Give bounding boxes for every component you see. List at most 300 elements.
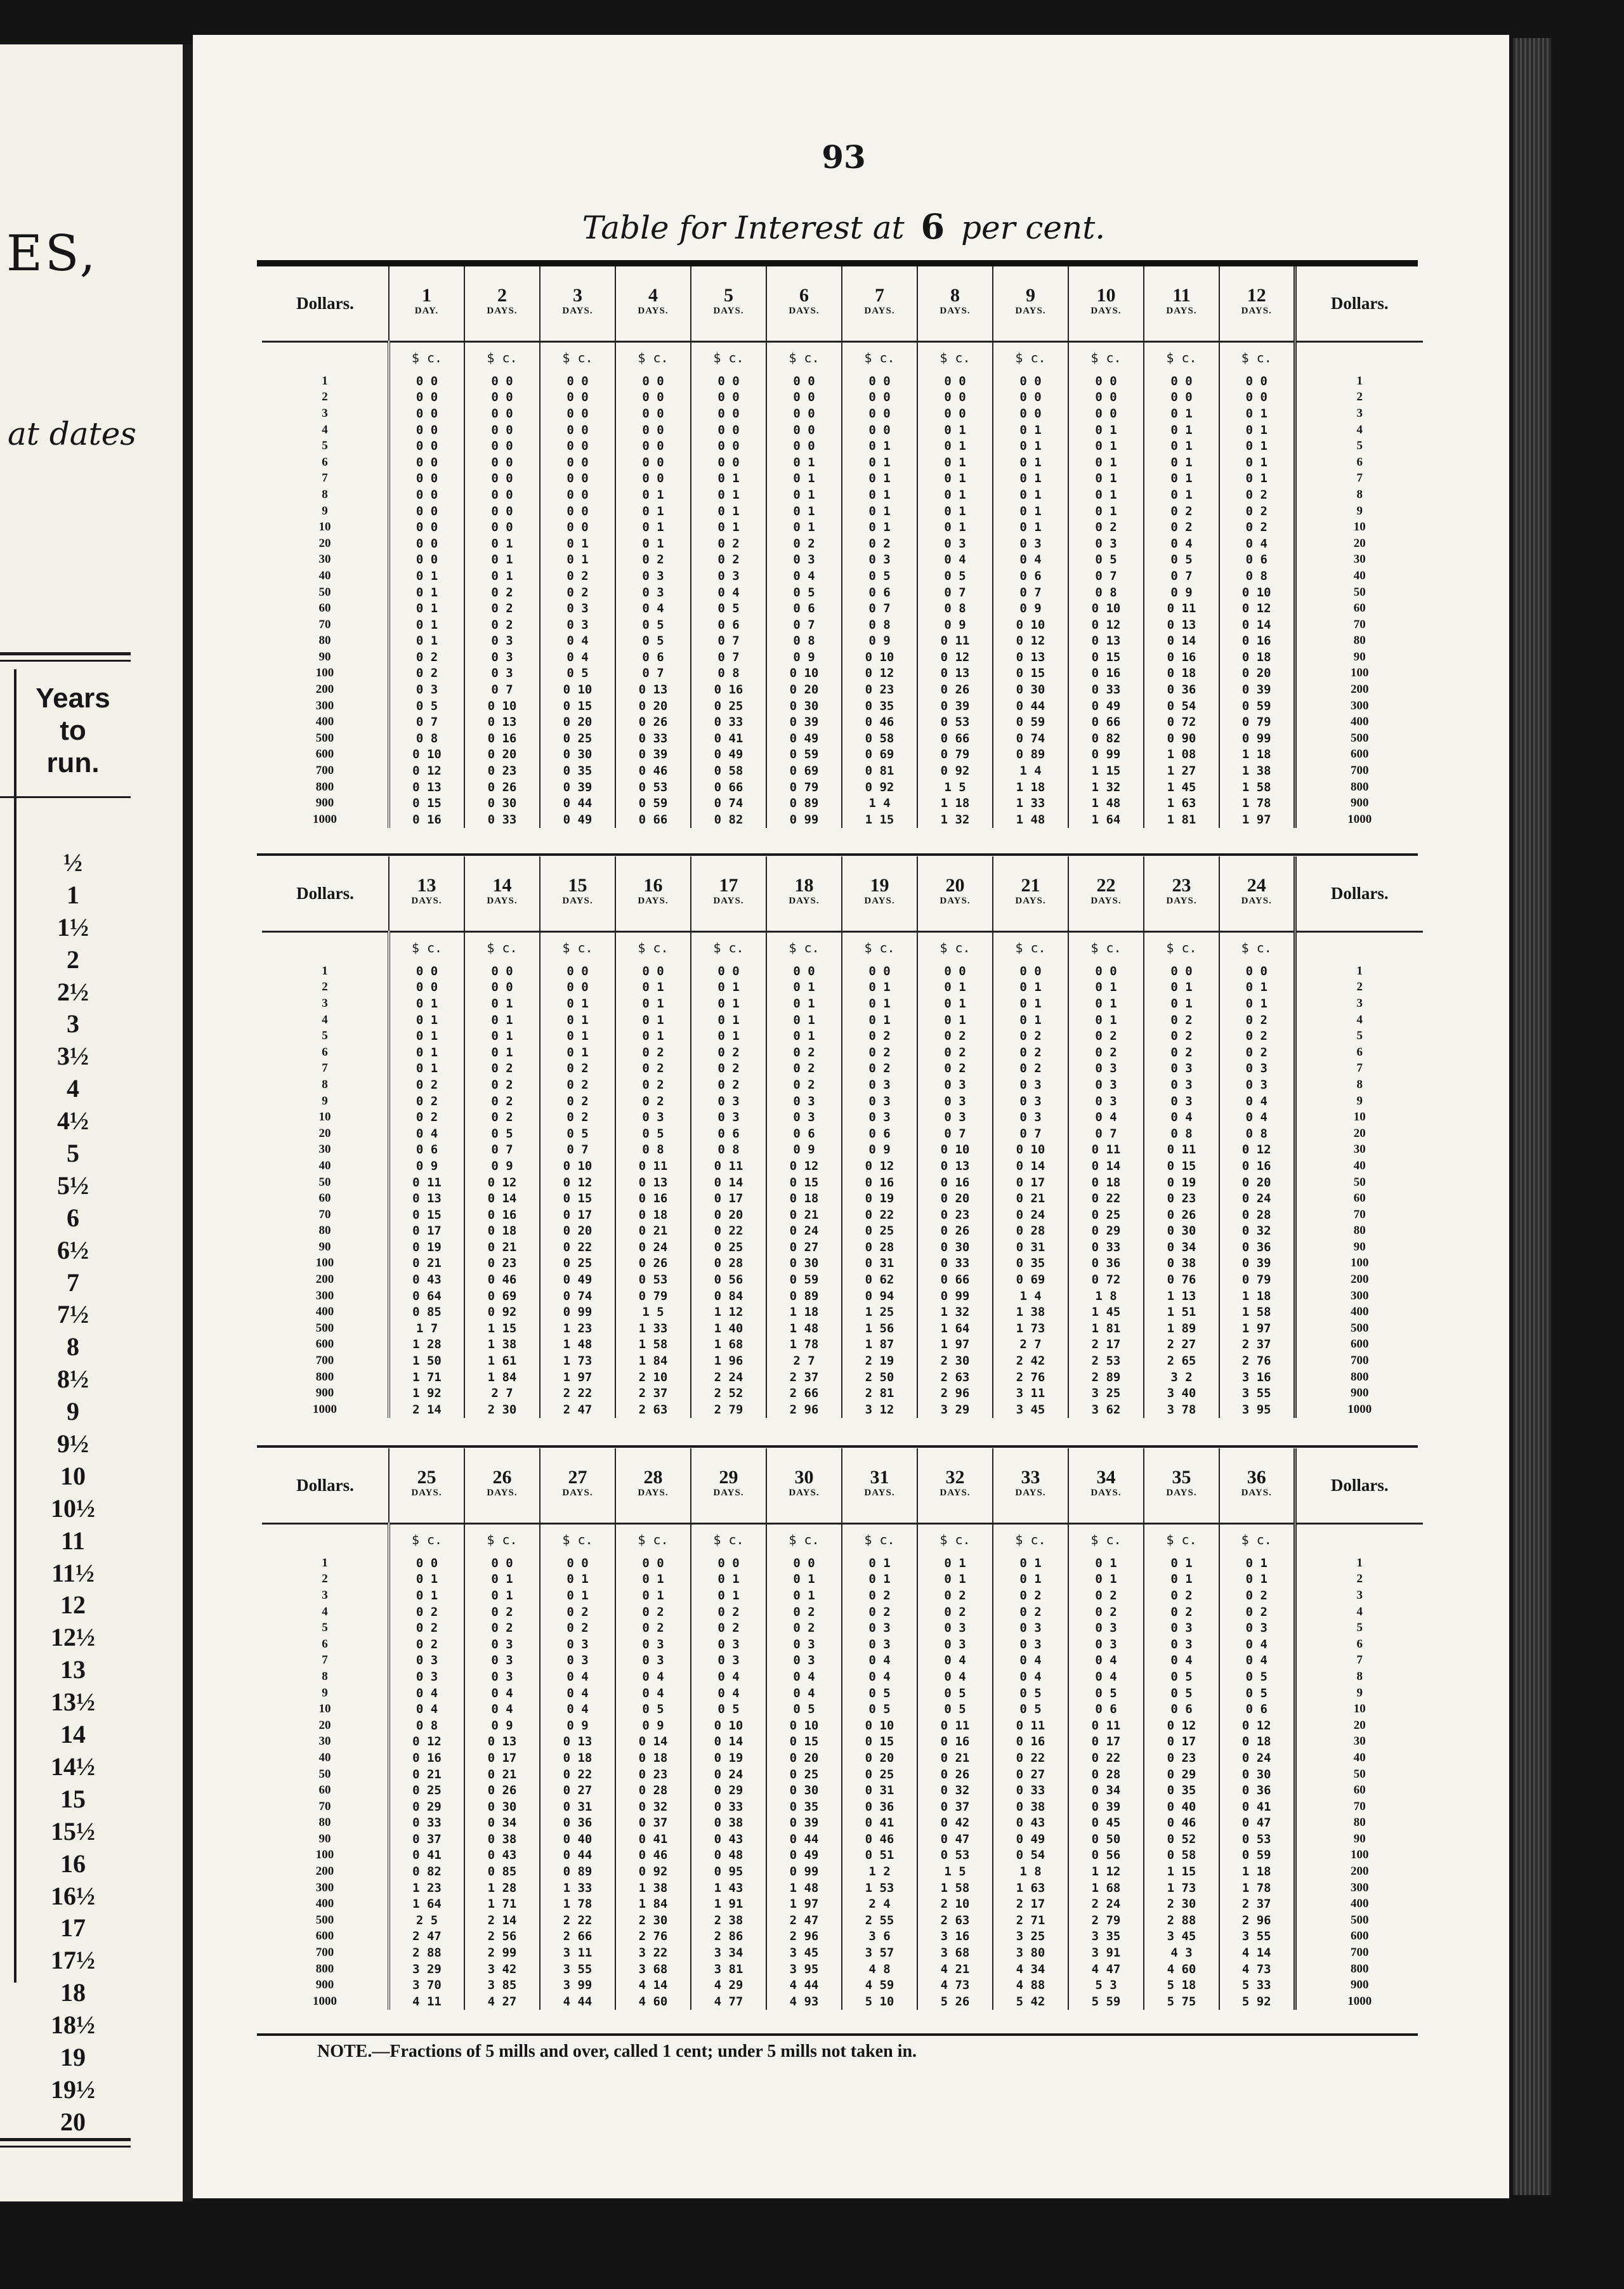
interest-cell: 0 23 <box>917 1207 993 1223</box>
interest-cell: 0 9 <box>464 1158 540 1174</box>
days-number: 34 <box>1096 1467 1116 1488</box>
interest-cell: 2 47 <box>389 1929 464 1945</box>
interest-cell: 1 23 <box>540 1320 615 1337</box>
principal-dollars-right: 3 <box>1295 405 1423 422</box>
days-number: 10 <box>1096 285 1116 306</box>
interest-cell: 0 23 <box>1144 1750 1219 1766</box>
interest-cell: 0 38 <box>691 1815 766 1832</box>
interest-cell: 0 38 <box>1144 1256 1219 1272</box>
interest-cell: 0 42 <box>917 1815 993 1832</box>
interest-cell: 0 17 <box>1144 1734 1219 1750</box>
unit-label <box>993 341 1068 373</box>
table-row <box>262 1717 1423 1734</box>
interest-cell: 0 39 <box>1068 1799 1144 1815</box>
interest-cell: 1 81 <box>1068 1320 1144 1337</box>
principal-dollars-right: 40 <box>1295 1158 1423 1174</box>
days-number: 20 <box>945 875 965 896</box>
years-to-run-item: 3 <box>67 1009 79 1039</box>
interest-cell: 2 30 <box>464 1401 540 1418</box>
interest-cell: 0 2 <box>389 1604 464 1620</box>
days-header <box>1144 266 1219 341</box>
principal-dollars: 700 <box>315 1946 334 1960</box>
interest-cell: 0 20 <box>540 714 615 730</box>
interest-cell: 0 16 <box>1219 633 1295 650</box>
dollar-sign: $ <box>1166 940 1174 955</box>
interest-cell: 1 68 <box>1068 1880 1144 1896</box>
interest-cell: 1 71 <box>389 1369 464 1386</box>
principal-dollars: 300 <box>315 699 334 712</box>
dollar-sign: $ <box>487 1531 495 1547</box>
days-header <box>464 1448 540 1523</box>
interest-cell: 0 20 <box>691 1207 766 1223</box>
years-to-run-item: ½ <box>63 848 82 877</box>
interest-cell: 3 95 <box>1219 1401 1295 1418</box>
interest-cell: 0 54 <box>1144 698 1219 714</box>
days-header <box>766 856 842 931</box>
interest-cell: 1 61 <box>464 1353 540 1369</box>
interest-cell: 0 27 <box>993 1766 1068 1783</box>
interest-cell: 1 18 <box>917 795 993 811</box>
interest-cell: 0 5 <box>993 1701 1068 1717</box>
days-header <box>766 1448 842 1523</box>
interest-cell: 1 97 <box>1219 1320 1295 1337</box>
interest-cell: 0 13 <box>917 666 993 682</box>
interest-cell: 1 15 <box>1144 1863 1219 1880</box>
days-number: 31 <box>870 1467 889 1488</box>
unit-label <box>1068 341 1144 373</box>
interest-cell: 1 12 <box>691 1304 766 1320</box>
interest-cell: 0 1 <box>540 535 615 552</box>
principal-dollars-right: 10 <box>1295 1701 1423 1717</box>
interest-cell: 0 1 <box>917 454 993 471</box>
principal-dollars-right: 800 <box>1295 779 1423 796</box>
interest-cell: 0 0 <box>464 1555 540 1571</box>
interest-cell: 0 49 <box>691 747 766 763</box>
interest-cell: 0 0 <box>464 422 540 438</box>
days-unit: DAYS. <box>1015 306 1046 317</box>
days-number: 26 <box>492 1467 512 1488</box>
interest-cell: 0 17 <box>540 1207 615 1223</box>
left-subtitle-fragment: at dates <box>8 416 136 452</box>
interest-cell: 0 0 <box>917 963 993 980</box>
years-to-run-item: 10½ <box>51 1493 95 1523</box>
days-unit: DAYS. <box>487 896 518 907</box>
interest-cell: 0 15 <box>842 1734 917 1750</box>
interest-cell: 3 12 <box>842 1401 917 1418</box>
interest-cell: 0 0 <box>691 1555 766 1571</box>
interest-cell: 0 3 <box>691 1093 766 1110</box>
principal-dollars: 10 <box>318 1702 331 1716</box>
days-unit: DAYS. <box>562 306 593 317</box>
interest-cell: 0 0 <box>691 454 766 471</box>
interest-cell: 0 1 <box>842 503 917 520</box>
principal-dollars-right: 100 <box>1295 1847 1423 1864</box>
principal-dollars: 8 <box>322 1077 328 1091</box>
interest-cell: 0 1 <box>691 995 766 1012</box>
years-to-run-item: 20 <box>60 2107 86 2136</box>
interest-cell: 0 5 <box>1219 1685 1295 1702</box>
table-row <box>262 422 1423 438</box>
interest-cell: 0 4 <box>1068 1669 1144 1685</box>
days-header <box>1068 266 1144 341</box>
interest-cell: 0 39 <box>766 714 842 730</box>
interest-cell: 0 2 <box>389 1636 464 1653</box>
cent-sign: c. <box>1181 940 1197 955</box>
days-unit: DAYS. <box>940 896 971 907</box>
principal-dollars-right: 900 <box>1295 1385 1423 1401</box>
interest-cell: 0 9 <box>917 617 993 633</box>
interest-cell: 0 0 <box>464 980 540 996</box>
interest-cell: 0 1 <box>1068 438 1144 454</box>
interest-cell: 0 3 <box>615 568 691 584</box>
days-unit: DAYS. <box>789 1488 820 1499</box>
interest-cell: 0 1 <box>389 1028 464 1044</box>
unit-label <box>766 341 842 373</box>
interest-cell: 1 48 <box>766 1880 842 1896</box>
interest-cell: 1 15 <box>464 1320 540 1337</box>
principal-dollars-right: 9 <box>1295 503 1423 520</box>
principal-dollars: 50 <box>318 1175 331 1189</box>
principal-dollars-right: 300 <box>1295 698 1423 714</box>
interest-cell: 0 33 <box>389 1815 464 1832</box>
interest-cell: 0 0 <box>1068 963 1144 980</box>
interest-cell: 0 2 <box>389 649 464 666</box>
interest-cell: 0 0 <box>540 373 615 390</box>
interest-cell: 0 10 <box>1068 600 1144 617</box>
principal-dollars: 700 <box>315 1354 334 1368</box>
days-header <box>1219 1448 1295 1523</box>
interest-cell: 0 15 <box>389 795 464 811</box>
years-to-run-item: 9½ <box>57 1429 89 1459</box>
interest-cell: 0 50 <box>1068 1831 1144 1847</box>
interest-cell: 4 29 <box>691 1977 766 1993</box>
interest-cell: 0 4 <box>917 1669 993 1685</box>
interest-cell: 0 0 <box>766 390 842 406</box>
interest-cell: 0 1 <box>842 995 917 1012</box>
interest-cell: 0 3 <box>766 1653 842 1669</box>
interest-cell: 0 5 <box>615 617 691 633</box>
interest-cell: 0 0 <box>540 519 615 535</box>
interest-cell: 0 4 <box>993 552 1068 568</box>
table-row <box>262 811 1423 828</box>
interest-cell: 0 21 <box>464 1239 540 1256</box>
interest-cell: 0 44 <box>993 698 1068 714</box>
interest-cell: 0 24 <box>691 1766 766 1783</box>
interest-cell: 0 4 <box>842 1653 917 1669</box>
principal-dollars-right: 10 <box>1295 1109 1423 1125</box>
principal-dollars-right: 50 <box>1295 584 1423 601</box>
interest-cell: 0 1 <box>389 1061 464 1077</box>
interest-cell: 0 22 <box>993 1750 1068 1766</box>
interest-cell: 1 4 <box>993 763 1068 779</box>
interest-cell: 0 5 <box>766 1701 842 1717</box>
interest-cell: 0 6 <box>691 1125 766 1142</box>
days-number: 36 <box>1247 1467 1266 1488</box>
interest-cell: 0 8 <box>1144 1125 1219 1142</box>
principal-dollars-right: 60 <box>1295 600 1423 617</box>
interest-cell: 5 18 <box>1144 1977 1219 1993</box>
interest-cell: 0 4 <box>691 584 766 601</box>
interest-cell: 0 4 <box>540 649 615 666</box>
interest-cell: 0 3 <box>842 1636 917 1653</box>
interest-cell: 0 16 <box>615 1190 691 1207</box>
interest-cell: 3 68 <box>615 1961 691 1977</box>
unit-label <box>766 1523 842 1555</box>
interest-cell: 0 39 <box>615 747 691 763</box>
interest-cell: 0 43 <box>389 1271 464 1288</box>
interest-cell: 0 5 <box>1144 552 1219 568</box>
interest-cell: 0 4 <box>1144 1109 1219 1125</box>
interest-cell: 2 17 <box>993 1896 1068 1912</box>
page-gutter <box>183 44 193 2201</box>
interest-cell: 0 56 <box>691 1271 766 1288</box>
unit-label <box>691 931 766 963</box>
principal-dollars: 100 <box>315 1256 334 1270</box>
interest-cell: 2 7 <box>993 1337 1068 1353</box>
interest-cell: 0 0 <box>691 373 766 390</box>
principal-dollars: 10 <box>318 1110 331 1124</box>
interest-cell: 1 38 <box>993 1304 1068 1320</box>
dollar-sign: $ <box>1241 350 1249 365</box>
interest-cell: 0 18 <box>1219 649 1295 666</box>
interest-cell: 0 66 <box>691 779 766 796</box>
interest-cell: 0 7 <box>540 1142 615 1158</box>
table-row <box>262 535 1423 552</box>
principal-dollars-right: 7 <box>1295 1061 1423 1077</box>
principal-dollars-right: 400 <box>1295 1304 1423 1320</box>
interest-cell: 1 64 <box>1068 811 1144 828</box>
years-to-run-item: 13 <box>60 1655 86 1684</box>
interest-cell: 0 30 <box>1219 1766 1295 1783</box>
dollar-sign: $ <box>864 350 872 365</box>
interest-cell: 0 4 <box>1068 1109 1144 1125</box>
interest-cell: 0 5 <box>540 1125 615 1142</box>
interest-cell: 0 25 <box>842 1766 917 1783</box>
days-header <box>766 266 842 341</box>
interest-cell: 4 8 <box>842 1961 917 1977</box>
interest-cell: 0 1 <box>1144 995 1219 1012</box>
interest-cell: 1 73 <box>1144 1880 1219 1896</box>
left-header-rule <box>0 796 131 798</box>
principal-dollars: 200 <box>315 1273 334 1287</box>
interest-cell: 0 1 <box>917 487 993 503</box>
interest-cell: 0 1 <box>691 1028 766 1044</box>
interest-cell: 0 7 <box>615 666 691 682</box>
days-number: 35 <box>1172 1467 1191 1488</box>
interest-cell: 0 1 <box>615 519 691 535</box>
interest-cell: 0 1 <box>842 980 917 996</box>
interest-cell: 0 1 <box>766 995 842 1012</box>
interest-cell: 1 48 <box>993 811 1068 828</box>
interest-cell: 0 24 <box>1219 1190 1295 1207</box>
interest-cell: 0 3 <box>464 1653 540 1669</box>
interest-cell: 0 46 <box>464 1271 540 1288</box>
interest-cell: 1 58 <box>917 1880 993 1896</box>
table-row <box>262 1223 1423 1240</box>
interest-cell: 0 12 <box>842 666 917 682</box>
interest-cell: 0 1 <box>1068 980 1144 996</box>
years-to-run-item: 19½ <box>51 2075 95 2104</box>
interest-cell: 1 25 <box>842 1304 917 1320</box>
interest-cell: 1 5 <box>615 1304 691 1320</box>
interest-cell: 0 33 <box>464 811 540 828</box>
interest-cell: 0 82 <box>691 811 766 828</box>
interest-cell: 0 66 <box>1068 714 1144 730</box>
years-to-run-item: 17½ <box>51 1946 95 1975</box>
interest-cell: 0 43 <box>464 1847 540 1864</box>
interest-cell: 0 74 <box>993 730 1068 747</box>
interest-cell: 0 21 <box>464 1766 540 1783</box>
dollar-sign: $ <box>1090 350 1099 365</box>
interest-cell: 3 40 <box>1144 1385 1219 1401</box>
unit-label <box>917 341 993 373</box>
interest-cell: 0 10 <box>842 649 917 666</box>
interest-cell: 0 74 <box>691 795 766 811</box>
interest-cell: 2 71 <box>993 1912 1068 1929</box>
principal-dollars-right: 1000 <box>1295 811 1423 828</box>
cent-sign: c. <box>804 940 820 955</box>
interest-cell: 0 0 <box>389 552 464 568</box>
table-row <box>262 1587 1423 1604</box>
interest-cell: 0 9 <box>842 1142 917 1158</box>
table-row <box>262 1190 1423 1207</box>
interest-cell: 0 4 <box>540 1669 615 1685</box>
interest-cell: 0 13 <box>615 1174 691 1191</box>
days-unit: DAYS. <box>864 896 895 907</box>
interest-cell: 0 4 <box>691 1669 766 1685</box>
principal-dollars-right: 80 <box>1295 633 1423 650</box>
years-to-run-item: 11 <box>61 1526 85 1555</box>
days-number: 7 <box>875 285 884 306</box>
principal-dollars: 5 <box>322 1029 328 1043</box>
interest-cell: 0 1 <box>993 487 1068 503</box>
interest-cell: 0 1 <box>540 1044 615 1061</box>
dollars-header-right: Dollars. <box>1295 1448 1423 1523</box>
years-to-run-item: 19 <box>60 2042 86 2071</box>
interest-cell: 3 45 <box>1144 1929 1219 1945</box>
interest-cell: 0 5 <box>917 568 993 584</box>
interest-cell: 0 46 <box>842 714 917 730</box>
interest-cell: 1 48 <box>766 1320 842 1337</box>
table-row <box>262 1620 1423 1636</box>
interest-cell: 0 11 <box>917 633 993 650</box>
interest-cell: 0 2 <box>1068 1604 1144 1620</box>
years-heading-line: run. <box>46 747 100 778</box>
interest-cell: 3 11 <box>540 1945 615 1961</box>
interest-cell: 0 1 <box>917 1555 993 1571</box>
interest-cell: 0 12 <box>389 763 464 779</box>
years-to-run-item: 5 <box>67 1139 79 1168</box>
table-row <box>262 763 1423 779</box>
interest-cell: 0 1 <box>842 1571 917 1588</box>
years-to-run-item: 2 <box>67 945 79 974</box>
interest-cell: 0 1 <box>615 1028 691 1044</box>
interest-cell: 0 53 <box>615 779 691 796</box>
principal-dollars-right: 6 <box>1295 454 1423 471</box>
cent-sign: c. <box>804 350 820 365</box>
principal-dollars: 6 <box>322 1045 328 1059</box>
interest-cell: 0 6 <box>691 617 766 633</box>
principal-dollars: 4 <box>322 1013 328 1026</box>
days-header <box>842 856 917 931</box>
principal-dollars-right: 500 <box>1295 1912 1423 1929</box>
interest-cell: 2 5 <box>389 1912 464 1929</box>
interest-cell: 1 18 <box>766 1304 842 1320</box>
dollar-sign: $ <box>940 1531 948 1547</box>
interest-cell: 0 7 <box>464 1142 540 1158</box>
days-header <box>615 856 691 931</box>
days-number: 17 <box>719 875 738 896</box>
interest-cell: 0 1 <box>691 471 766 487</box>
interest-cell: 0 32 <box>1219 1223 1295 1240</box>
interest-cell: 0 0 <box>993 390 1068 406</box>
principal-dollars: 50 <box>318 1767 331 1781</box>
principal-dollars-right: 8 <box>1295 1077 1423 1093</box>
interest-cell: 0 1 <box>1068 995 1144 1012</box>
interest-cell: 2 19 <box>842 1353 917 1369</box>
dollar-sign: $ <box>1015 1531 1023 1547</box>
interest-cell: 0 1 <box>1219 454 1295 471</box>
interest-cell: 0 11 <box>993 1717 1068 1734</box>
table-row <box>262 1669 1423 1685</box>
principal-dollars-right: 400 <box>1295 1896 1423 1912</box>
interest-cell: 0 5 <box>842 1685 917 1702</box>
interest-cell: 0 2 <box>540 1077 615 1093</box>
interest-cell: 0 1 <box>842 487 917 503</box>
interest-cell: 0 12 <box>1219 1142 1295 1158</box>
interest-cell: 0 26 <box>615 714 691 730</box>
interest-cell: 0 0 <box>691 405 766 422</box>
interest-cell: 0 3 <box>1144 1061 1219 1077</box>
principal-dollars: 600 <box>315 1337 334 1351</box>
dollar-sign: $ <box>1090 940 1099 955</box>
interest-cell: 5 10 <box>842 1993 917 2010</box>
days-unit: DAYS. <box>487 1488 518 1499</box>
cent-sign: c. <box>1030 940 1046 955</box>
table-row <box>262 617 1423 633</box>
interest-cell: 0 11 <box>389 1174 464 1191</box>
cent-sign: c. <box>879 350 895 365</box>
interest-cell: 0 39 <box>1219 1256 1295 1272</box>
interest-cell: 0 6 <box>766 1125 842 1142</box>
interest-cell: 0 12 <box>540 1174 615 1191</box>
interest-cell: 0 58 <box>842 730 917 747</box>
interest-cell: 0 89 <box>993 747 1068 763</box>
left-column-rule <box>14 669 16 1983</box>
interest-cell: 0 21 <box>389 1256 464 1272</box>
interest-cell: 0 0 <box>691 438 766 454</box>
cent-sign: c. <box>653 940 669 955</box>
interest-cell: 1 5 <box>917 1863 993 1880</box>
years-to-run-item: 15 <box>60 1784 86 1813</box>
principal-dollars: 400 <box>315 1305 334 1319</box>
interest-cell: 0 1 <box>917 1571 993 1588</box>
interest-cell: 0 0 <box>389 963 464 980</box>
principal-dollars: 1000 <box>313 1402 337 1416</box>
interest-block <box>262 856 1423 1418</box>
table-row <box>262 1256 1423 1272</box>
dollar-sign: $ <box>713 940 721 955</box>
interest-cell: 0 2 <box>464 1604 540 1620</box>
dollar-sign: $ <box>1090 1531 1099 1547</box>
principal-dollars: 100 <box>315 1848 334 1862</box>
interest-cell: 1 56 <box>842 1320 917 1337</box>
interest-cell: 1 97 <box>766 1896 842 1912</box>
interest-cell: 0 3 <box>615 1636 691 1653</box>
days-unit: DAYS. <box>638 306 669 317</box>
interest-cell: 0 0 <box>917 373 993 390</box>
interest-cell: 0 10 <box>993 1142 1068 1158</box>
